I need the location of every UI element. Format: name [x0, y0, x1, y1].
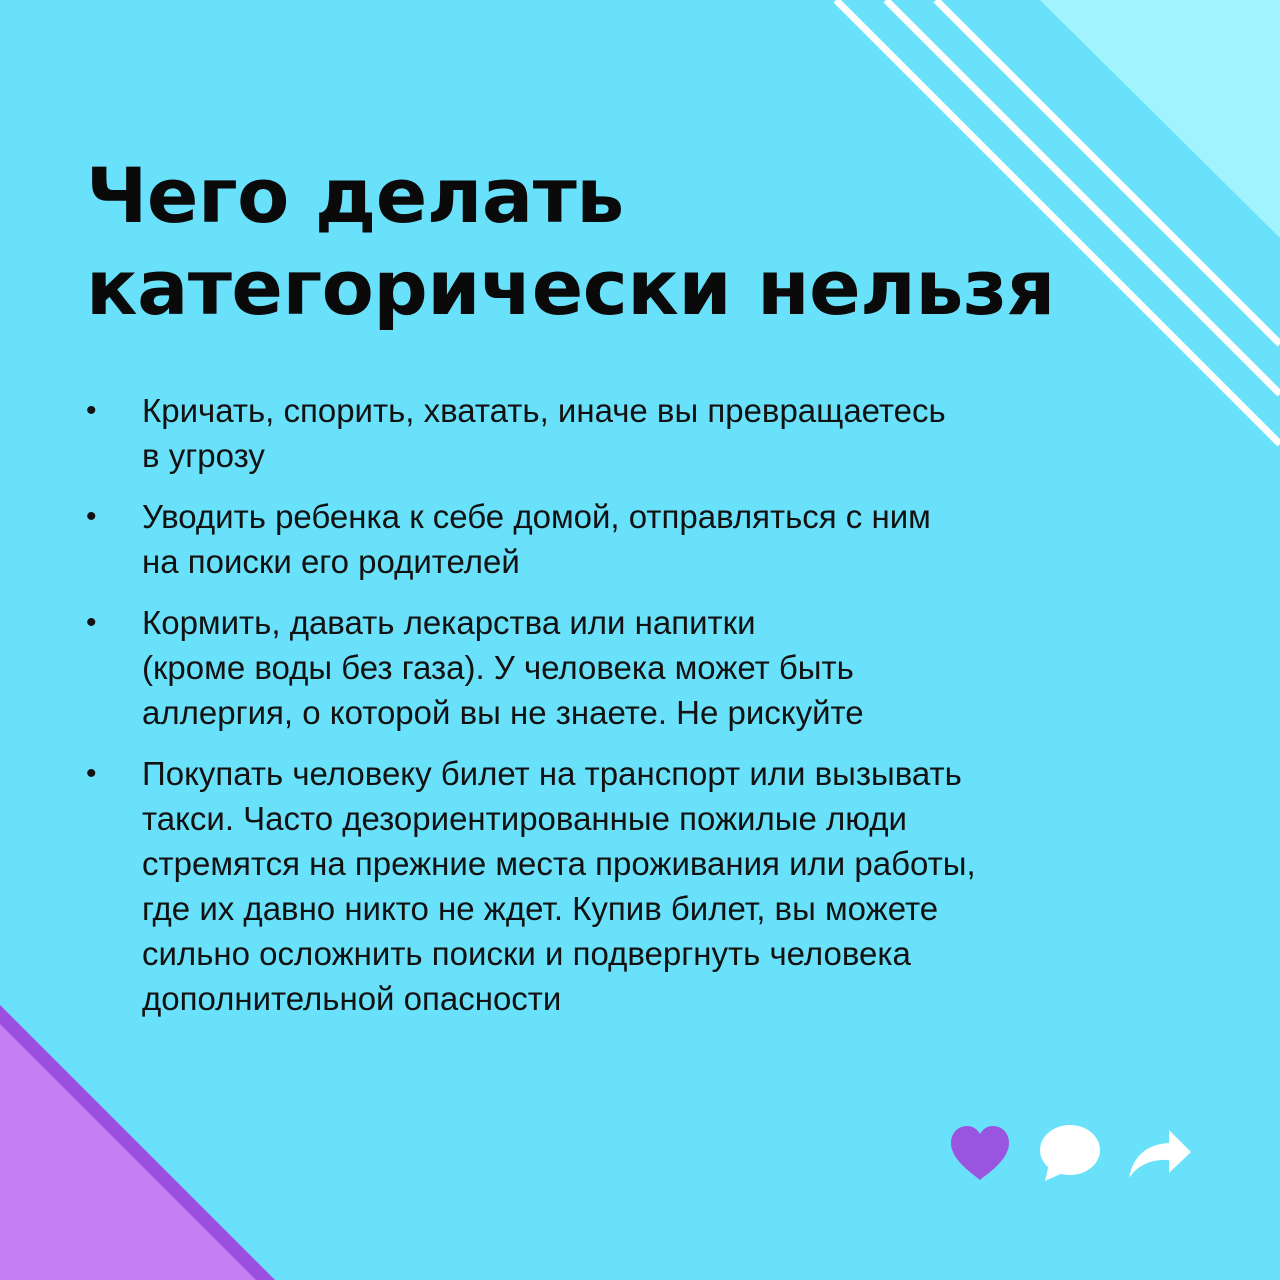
- page-title: [86, 150, 1055, 334]
- title-line-1: Чего делать: [86, 151, 624, 240]
- share-arrow-icon: [1123, 1118, 1193, 1188]
- item-text-line: Кормить, давать лекарства или напитки: [142, 604, 756, 641]
- list-item: [80, 388, 1200, 478]
- item-text-line: Уводить ребенка к себе домой, отправляться с ним: [142, 498, 931, 535]
- share-button[interactable]: [1123, 1118, 1193, 1188]
- item-text-line: на поиски его родителей: [142, 543, 520, 580]
- title-line-2: категорически нельзя: [86, 243, 1055, 332]
- item-text-line: в угрозу: [142, 437, 265, 474]
- bullet: •: [86, 500, 97, 533]
- item-text-line: аллергия, о которой вы не знаете. Не рискуйте: [142, 694, 864, 731]
- bullet: •: [86, 394, 97, 427]
- item-text-line: сильно осложнить поиски и подвергнуть человека: [142, 935, 911, 972]
- bullet: •: [86, 606, 97, 639]
- item-text-line: стремятся на прежние места проживания или работы,: [142, 845, 976, 882]
- bullet: •: [86, 757, 97, 790]
- item-text-line: дополнительной опасности: [142, 980, 562, 1017]
- like-button[interactable]: [945, 1118, 1015, 1188]
- item-text-line: Покупать человеку билет на транспорт или вызывать: [142, 755, 962, 792]
- item-text-line: такси. Часто дезориентированные пожилые люди: [142, 800, 907, 837]
- speech-bubble-icon: [1035, 1118, 1105, 1188]
- prohibited-actions-list: [80, 388, 1200, 1037]
- item-text-line: Кричать, спорить, хватать, иначе вы превращаетесь: [142, 392, 946, 429]
- heart-icon: [945, 1118, 1015, 1188]
- list-item: [80, 600, 1200, 735]
- action-bar: [945, 1118, 1205, 1188]
- list-item: [80, 494, 1200, 584]
- list-item: [80, 751, 1200, 1021]
- item-text-line: (кроме воды без газа). У человека может быть: [142, 649, 854, 686]
- comment-button[interactable]: [1035, 1118, 1105, 1188]
- item-text-line: где их давно никто не ждет. Купив билет, вы можете: [142, 890, 939, 927]
